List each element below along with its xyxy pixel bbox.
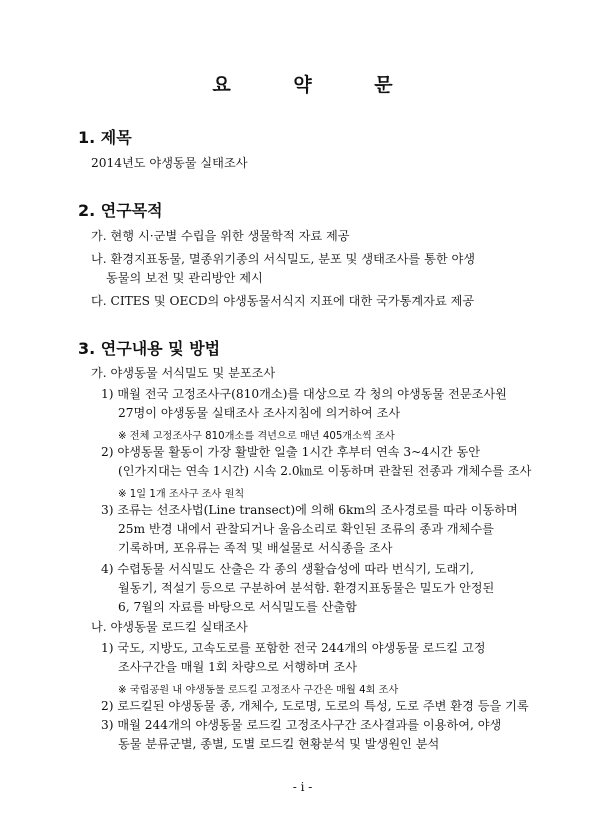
method-ga2-line2: (인가지대는 연속 1시간) 시속 2.0㎞로 이동하며 관찰된 전종과 개체수를 조사 [118,464,532,478]
method-ga1-line2: 27명이 야생동물 실태조사 조사지침에 의거하여 조사 [118,406,401,420]
method-na-heading: 나. 야생동물 로드킬 실태조사 [91,620,248,634]
page-title: 요 약 문 [212,74,421,96]
section-3-heading: 3. 연구내용 및 방법 [78,339,221,358]
method-na3-line2: 동물 분류군별, 종별, 도별 로드킬 현황분석 및 발생원인 분석 [118,737,440,751]
method-ga2-line1: 2) 야생동물 활동이 가장 활발한 일출 1시간 후부터 연속 3~4시간 동안 [101,445,481,459]
page-number: - i - [292,780,313,794]
section-1-heading: 1. 제목 [78,128,132,147]
method-ga1-note: ※ 전체 고정조사구 810개소를 격년으로 매년 405개소씩 조사 [118,431,395,442]
method-ga3-line1: 3) 조류는 선조사법(Line transect)에 의해 6km의 조사경로를 따라 이동하며 [101,503,518,517]
purpose-da: 다. CITES 및 OECD의 야생동물서식지 지표에 대한 국가통계자료 제공 [91,294,475,308]
section-2-heading: 2. 연구목적 [78,201,163,220]
purpose-na-line1: 나. 환경지표동물, 멸종위기종의 서식밀도, 분포 및 생태조사를 통한 야생 [91,252,476,266]
method-ga4-line1: 4) 수렵동물 서식밀도 산출은 각 종의 생활습성에 따라 번식기, 도래기, [101,562,474,576]
method-ga4-line3: 6, 7월의 자료를 바탕으로 서식밀도를 산출함 [118,600,357,614]
method-ga3-line2: 25m 반경 내에서 관찰되거나 울음소리로 확인된 조류의 종과 개체수를 [118,522,494,536]
method-na2-line1: 2) 로드킬된 야생동물 종, 개체수, 도로명, 도로의 특성, 도로 주변 환경 등을 기록 [101,699,529,713]
method-na1-line2: 조사구간을 매월 1회 차량으로 서행하며 조사 [118,660,358,674]
method-ga-heading: 가. 야생동물 서식밀도 및 분포조사 [91,366,276,380]
section-1-text: 2014년도 야생동물 실태조사 [91,156,248,170]
method-ga4-line2: 월동기, 적설기 등으로 구분하여 분석함. 환경지표동물은 밀도가 안정된 [118,581,495,595]
method-ga3-line3: 기록하며, 포유류는 족적 및 배설물로 서식종을 조사 [118,541,393,555]
method-ga2-note: ※ 1일 1개 조사구 조사 원칙 [118,489,245,500]
method-na3-line1: 3) 매월 244개의 야생동물 로드킬 고정조사구간 조사결과를 이용하여, 야생 [101,718,502,732]
method-ga1-line1: 1) 매월 전국 고정조사구(810개소)를 대상으로 각 청의 야생동물 전문조사원 [101,387,507,401]
purpose-na-line2: 동물의 보전 및 관리방안 제시 [106,271,263,285]
purpose-ga: 가. 현행 시·군별 수립을 위한 생물학적 자료 제공 [91,229,350,243]
method-na1-note: ※ 국립공원 내 야생동물 로드킬 고정조사 구간은 매월 4회 조사 [118,685,399,696]
method-na1-line1: 1) 국도, 지방도, 고속도로를 포함한 전국 244개의 야생동물 로드킬 고정 [101,641,486,655]
